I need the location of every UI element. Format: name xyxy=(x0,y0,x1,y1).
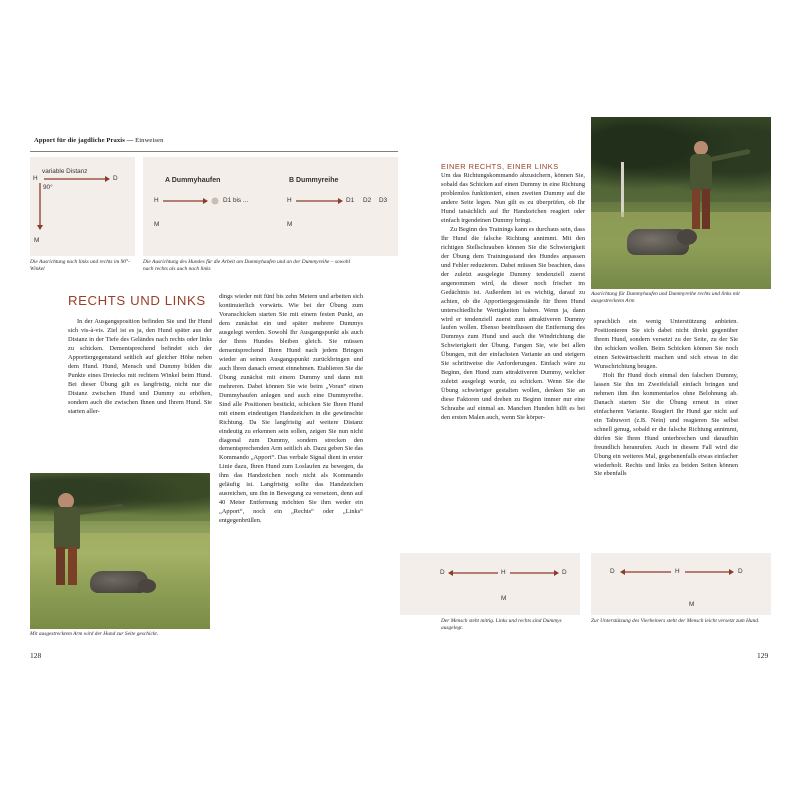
body-column-4 xyxy=(594,318,738,479)
diagram-centered-caption: Der Mensch steht mittig. Links und rechts sind Dummys ausgelegt. xyxy=(441,618,562,632)
dummy-pile-h: H xyxy=(154,197,159,204)
diagram-angle-h: H xyxy=(33,175,38,182)
running-head xyxy=(34,137,163,144)
diagram-offset-d-left: D xyxy=(610,568,615,575)
col4-paragraph-2: Holt Ihr Hund doch einmal den falschen Dummy, lassen Sie ihn im Zweifelsfall einfach bringen und nehmen ihm ihn kommentarlos ohne Belohnung ab. Danach starten Sie die Übung erneut in einer einfacheren Variante. Reagiert Ihr Hund gar nicht auf ein Tabuwort (z.B. Nein) und reagieren Sie selbst schnell genug, sobald er die falsche Richtung annimmt, dürfen Sie Ihren Hund unterbrechen und daraufhin freundlich heranrufen. Auch in diesem Fall wird die Übung ein weiteres Mal, gegebenenfalls etwas einfacher wiederholt. Rechts und links zu beiden Seiten können Sie ebenfalls xyxy=(594,371,738,478)
diagram-centered-d-left: D xyxy=(440,569,445,576)
running-head-dash: — xyxy=(126,137,134,144)
diagram-offset xyxy=(591,553,771,615)
dummy-row-h: H xyxy=(287,197,292,204)
diagram-offset-arrows xyxy=(591,553,771,615)
photo-right-trees xyxy=(591,117,771,202)
diagram-offset-d-right: D xyxy=(738,568,743,575)
diagram-dummy-arrows xyxy=(143,157,398,256)
running-head-title: Apport für die jagdliche Praxis xyxy=(34,137,125,144)
dummy-row-m: M xyxy=(287,221,293,228)
dummy-pile-target: D1 bis ... xyxy=(223,197,249,204)
page-number-right: 129 xyxy=(757,651,769,660)
diagram-angle-caption: Die Ausrichtung nach links und rechts im 90°-Winkel xyxy=(30,259,130,273)
heading-rechts-und-links: RECHTS UND LINKS xyxy=(68,293,206,308)
body-column-3 xyxy=(441,172,585,423)
col4-paragraph-1: sprachlich ein wenig Unterstützung anbieten. Positionieren Sie sich dabei nicht direkt gegenüber Ihrem Hund, sondern versetzt zu der Seite, zu der Sie ihn schicken wollen. Beim Schicken können Sie noch einen Seitwärtsschritt machen und sich etwas in die Wunschrichtung beugen. xyxy=(594,318,738,370)
dummy-pile-marker xyxy=(212,198,219,205)
photo-left-person-body xyxy=(54,507,80,549)
diagram-centered-h: H xyxy=(501,569,506,576)
dummy-row-title: B Dummyreihe xyxy=(289,177,339,184)
diagram-angle-d: D xyxy=(113,175,118,182)
diagram-angle xyxy=(30,157,135,256)
diagram-offset-h: H xyxy=(675,568,680,575)
diagram-centered-arrows xyxy=(400,553,580,615)
diagram-dummy-pile-row xyxy=(143,157,398,256)
photo-right-birch xyxy=(621,162,624,217)
photo-right-caption: Ausrichtung für Dummyhaufen und Dummyreihe rechts und links mit ausgestrecktem Arm xyxy=(591,291,740,305)
photo-left-caption: Mit ausgestrecktem Arm wird der Hund zur Seite geschickt. xyxy=(30,631,159,637)
diagram-angle-m: M xyxy=(34,237,40,244)
diagram-centered-m: M xyxy=(501,595,507,602)
diagram-centered xyxy=(400,553,580,615)
running-head-section: Einweisen xyxy=(135,137,164,144)
photo-right-person-body xyxy=(690,154,712,190)
col3-paragraph-1: Um das Richtungskommando abzusichern, können Sie, sobald das Schicken auf einen Dummy in eine Richtung problemlos funktioniert, einen zweiten Dummy auf die andere Seite legen. Nun gilt es zu überprüfen, ob Ihr Hund tatsächlich auf Ihr Handzeichen reagiert oder einfach irgendeinen Dummy bringt. xyxy=(441,172,585,224)
diagram-angle-90: 90° xyxy=(43,184,53,191)
col2-paragraph: dings wieder mit fünf bis zehn Metern und arbeiten sich kontinuierlich vorwärts. Wie bei der Übung zum Voranschicken starten Sie mit einem festen Punkt, an dem zunächst ein und später mehrere Dummys ausgelegt werden. Sowohl Ihr Ausgangspunkt als auch der Ihres Hundes bleiben gleich. Sie müssen dementsprechend Ihren Hund nach jedem Bringen wieder an seinen Ausgangspunkt zurückbringen und auch Ihren danach erneut einnehmen. Etablieren Sie die Übung zunächst mit einem Dummy und dann mit mehreren. Dabei können Sie wie beim „Voran“ einen Dummyhaufen anlegen und auch eine Dummyreihe. Sind alle Positionen bestückt, schicken Sie Ihren Hund mit einem eindeutigen Handzeichen in die gewünschte Richtung. Da Sie langfristig auf weitere Distanz eindeutig zu erkennen sein sollen, zeigen Sie nun nicht diagonal zum Dummy, sondern strecken den dementsprechenden Arm seitlich ab. Dazu geben Sie das Kommando „Apport“. Das verbale Signal dient in erster Linie dazu, Ihren Hund zum Loslaufen zu bewegen, da ihm das Handzeichen noch nicht als Kommando geläufig ist. Langfristig sollte das Handzeichen ausreichen, um ihn in Bewegung zu versetzen, denn auf 40 Meter Entfernung möchten Sie ihm weder ein „Apport“, noch ein „Rechts“ oder „Links“ entgegenbrüllen. xyxy=(219,293,363,525)
photo-right-person-leg-right xyxy=(702,189,710,229)
dummy-pile-title: A Dummyhaufen xyxy=(165,177,221,184)
dummy-pile-m: M xyxy=(154,221,160,228)
diagram-angle-distance: variable Distanz xyxy=(42,168,88,175)
col1-paragraph: In der Ausgangsposition befinden Sie und Ihr Hund sich vis-à-vis. Ziel ist es ja, den Hund später aus der Distanz in der Tiefe des Geländes nach rechts oder links zu schicken. Dementsprechend befindet sich der Apportiergegenstand seitlich auf gleicher Höhe neben dem Hund. Hund, Mensch und Dummy bilden die Punkte eines Dreiecks mit rechtem Winkel beim Hund. Bei dieser Übung gilt es langfristig, nicht nur die Distanz zwischen Hund und Dummy zu erhöhen, sondern auch die zwischen Ihnen und Ihrem Hund. Sie starten aller- xyxy=(68,318,212,415)
body-column-2 xyxy=(219,293,363,526)
photo-right-person-leg-left xyxy=(692,189,700,229)
photo-dog-direction xyxy=(591,117,771,289)
photo-left-person-leg-left xyxy=(56,547,65,585)
diagram-centered-d-right: D xyxy=(562,569,567,576)
dummy-row-d2: D2 xyxy=(363,197,372,204)
diagram-offset-m: M xyxy=(689,601,695,608)
photo-dog-sent-sideways xyxy=(30,473,210,629)
photo-right-dog-head xyxy=(677,229,697,245)
col3-paragraph-2: Zu Beginn des Trainings kann es durchaus sein, dass Ihr Hund die falsche Richtung annimmt. Mit den richtigen Stellschrauben können Sie die Schwierigkeit der Übung dem Trainingsstand des Hundes anpassen und Fehler reduzieren. Dabei müssen Sie beachten, dass der zuletzt ausgelegte Dummy tendenziell zuerst angenommen wird, da dieser noch frischer im Gedächtnis ist. Außerdem ist es wichtig, darauf zu achten, ob die Apportiergegenstände für Ihren Hund unterschiedliche Wertigkeiten haben. Wenn ja, dann wird er tendenziell zuerst zum attraktiveren Dummy laufen wollen. Ebenso beeinflussen die Entfernung des Dummys zum Hund und auch die Windrichtung die Schwierigkeit der Übung. Fangen Sie, wie bei allen Übungen, mit der einfachsten Variante an und steigern Sie schrittweise die Anforderungen. Einfach wäre zu Beginn, den Hund zum attraktiveren Dummy, welcher zuletzt ausgelegt wurde, zu schicken. Wenn Sie die Übung schwieriger gestalten wollen, denken Sie an diese Faktoren und drehen zu Beginn immer nur eine Schraube auf einmal an. Manchen Hunden hilft es bei den ersten Malen auch, wenn Sie körper- xyxy=(441,225,585,422)
photo-right-person-head xyxy=(694,141,708,155)
page-number-left: 128 xyxy=(30,651,42,660)
dummy-row-d3: D3 xyxy=(379,197,388,204)
diagram-offset-caption: Zur Unterstützung des Vierbeiners steht der Mensch leicht versetzt zum Hund. xyxy=(591,618,760,624)
diagram-dummy-caption: Die Ausrichtung des Hundes für die Arbeit am Dummyhaufen und an der Dummyreihe – sowohl nach rechts als auch nach links xyxy=(143,259,351,273)
body-column-1 xyxy=(68,318,212,417)
photo-left-person-leg-right xyxy=(68,547,77,585)
head-rule xyxy=(30,151,398,152)
photo-left-dog-head xyxy=(138,579,156,593)
dummy-row-d1: D1 xyxy=(346,197,355,204)
heading-einer-rechts-einer-links: EINER RECHTS, EINER LINKS xyxy=(441,162,559,171)
